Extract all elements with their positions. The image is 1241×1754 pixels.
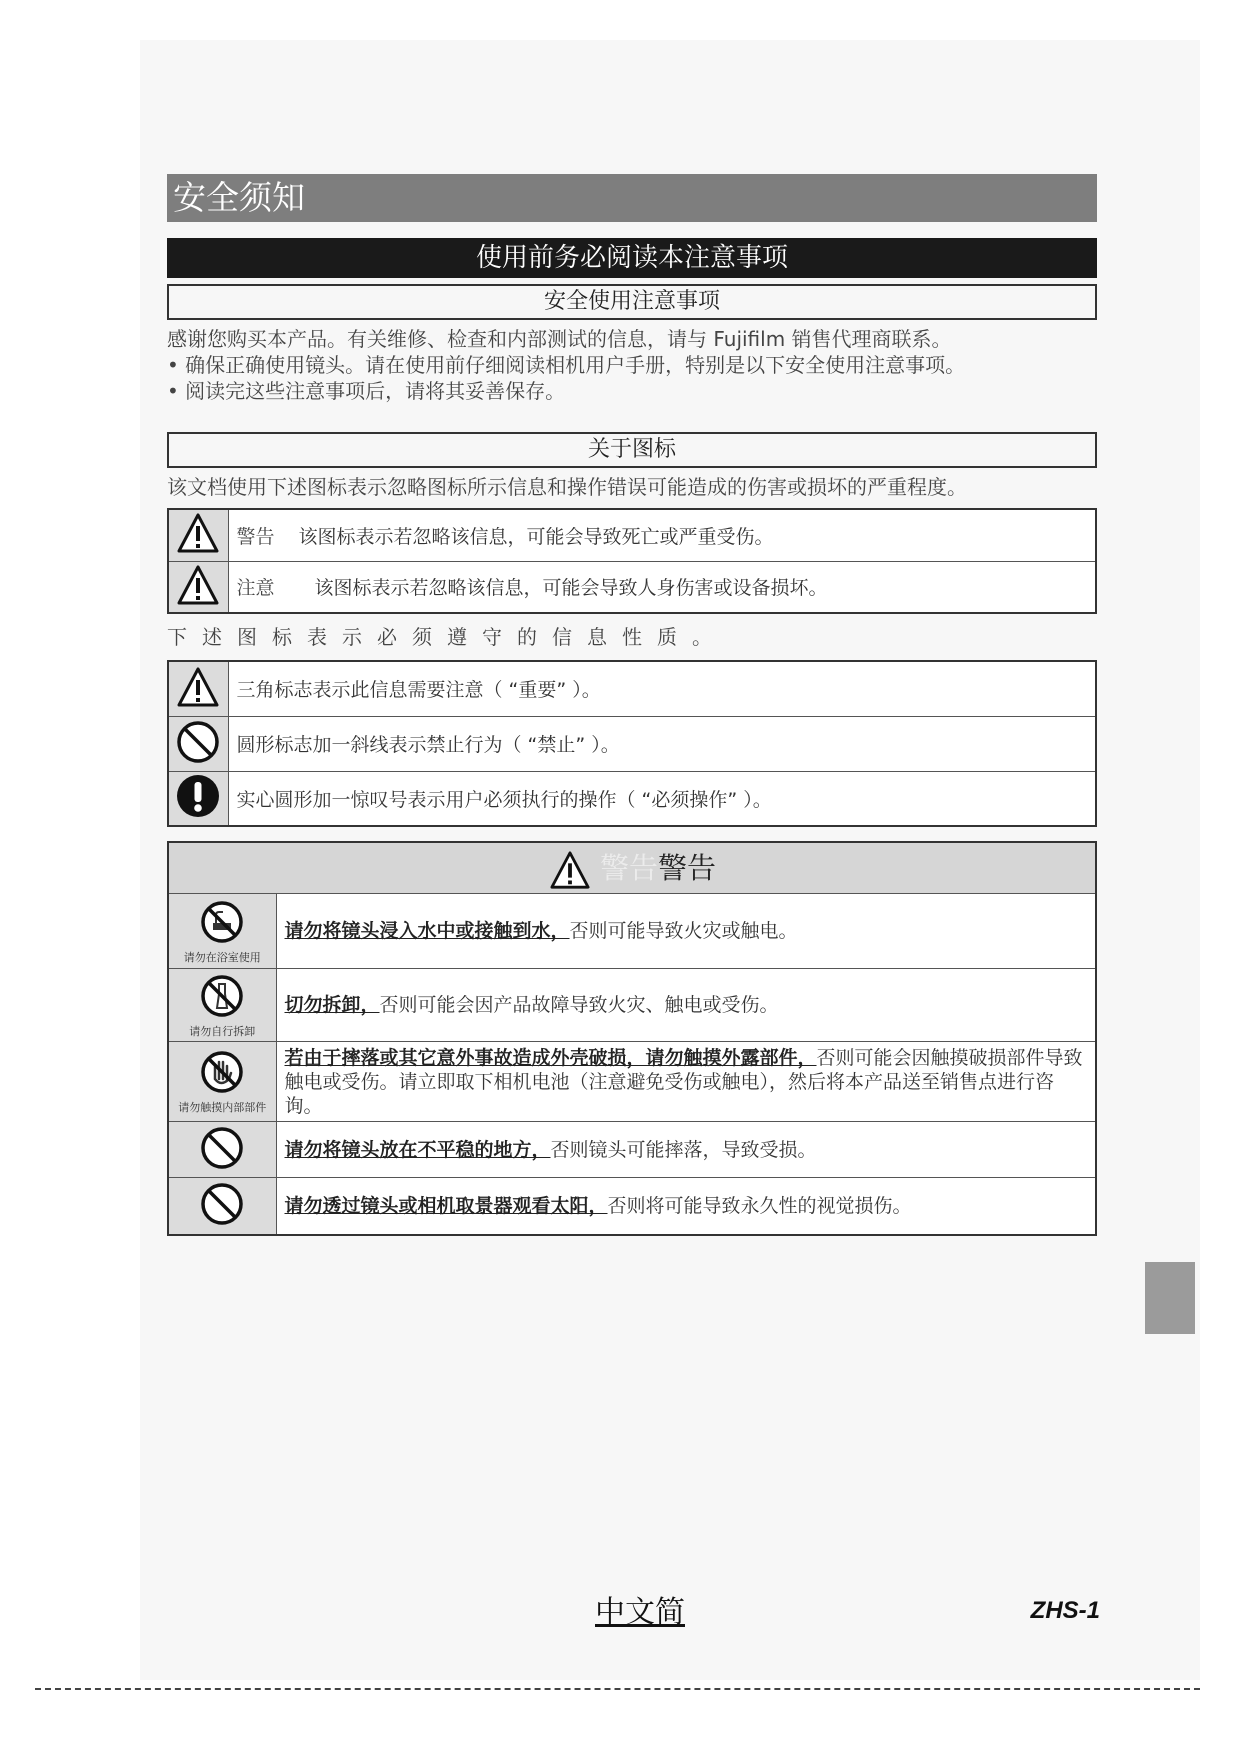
warning-header-label: 警告 [658, 851, 717, 885]
icon-caption: 请勿自行拆卸 [189, 1024, 256, 1038]
warning-row [168, 1042, 1096, 1122]
warning-text: 否则可能会因产品故障导致火灾、触电或受伤。 [379, 994, 779, 1016]
symbol-text: 实心圆形加一惊叹号表示用户必须执行的操作（ “必须操作” ）。 [228, 771, 1096, 826]
intro-line-2: • 确保正确使用镜头。请在使用前仔细阅读相机用户手册，特别是以下安全使用注意事项。 [167, 353, 966, 377]
warning-row [168, 1122, 1096, 1178]
symbol-row-important [168, 661, 1096, 716]
warning-emphasis: 切勿拆卸， [284, 994, 380, 1016]
warning-triangle-icon [168, 561, 228, 613]
severity-icons-table [167, 508, 1097, 614]
about-icons-heading: 关于图标 [167, 432, 1097, 468]
warning-emphasis: 请勿将镜头放在不平稳的地方， [284, 1138, 551, 1161]
page-number: ZHS-1 [1030, 1597, 1100, 1624]
prohibition-icon [199, 1181, 245, 1227]
warning-triangle-icon [548, 850, 592, 890]
warning-row [168, 1178, 1096, 1235]
about-icons-description: 该文档使用下述图标表示忽略图标所示信息和操作错误可能造成的伤害或损坏的严重程度。 [167, 475, 967, 499]
section-side-tab [1145, 1262, 1195, 1334]
no-bath-icon [199, 899, 245, 945]
warning-row [168, 894, 1096, 969]
section-title: 安全须知 [167, 174, 1097, 222]
warning-table [167, 841, 1097, 1236]
document-content [167, 174, 1097, 1236]
warning-text: 否则将可能导致永久性的视觉损伤。 [607, 1194, 912, 1217]
warning-emphasis: 请勿将镜头浸入水中或接触到水， [284, 920, 570, 942]
page-divider [35, 1688, 1200, 1690]
severity-label: 警告 [236, 525, 275, 548]
icon-caption: 请勿在浴室使用 [183, 950, 261, 964]
warning-triangle-icon [168, 509, 228, 561]
prohibition-icon [199, 1125, 245, 1171]
intro-line-3: • 阅读完这些注意事项后，请将其妥善保存。 [167, 379, 566, 403]
severity-row-caution [168, 561, 1096, 613]
symbol-row-mandatory [168, 771, 1096, 826]
severity-text: 该图标表示若忽略该信息，可能会导致人身伤害或设备损坏。 [314, 577, 828, 600]
symbol-row-prohibited [168, 716, 1096, 771]
mandatory-icon [168, 771, 228, 826]
warning-row [168, 969, 1096, 1042]
severity-row-warning [168, 509, 1096, 561]
prohibition-icon [168, 716, 228, 771]
warning-table-header [168, 842, 1096, 894]
severity-label: 注意 [236, 577, 275, 600]
warning-text: 否则可能导致火灾或触电。 [569, 920, 798, 942]
read-before-use-banner: 使用前务必阅读本注意事项 [167, 238, 1097, 278]
warning-triangle-icon [168, 661, 228, 716]
warning-emphasis: 请勿透过镜头或相机取景器观看太阳， [284, 1194, 608, 1217]
symbol-text: 圆形标志加一斜线表示禁止行为（ “禁止” ）。 [228, 716, 1096, 771]
symbols-intro: 下述图标表示必须遵守的信息性质。 [167, 625, 727, 649]
no-touch-icon [199, 1049, 245, 1095]
warning-text: 否则镜头可能摔落，导致受损。 [550, 1138, 817, 1161]
icon-caption: 请勿触摸内部部件 [178, 1101, 267, 1114]
intro-line-1: 感谢您购买本产品。有关维修、检查和内部测试的信息，请与 Fujifilm 销售代理商联系。 [167, 327, 952, 351]
warning-emphasis: 若由于摔落或其它意外事故造成外壳破损，请勿触摸外露部件， [284, 1046, 817, 1069]
symbols-table [167, 660, 1097, 827]
symbol-text: 三角标志表示此信息需要注意（ “重要” ）。 [228, 661, 1096, 716]
safe-use-heading: 安全使用注意事项 [167, 284, 1097, 320]
severity-text: 该图标表示若忽略该信息，可能会导致死亡或严重受伤。 [298, 525, 774, 548]
warning-header-faded: 警告 [599, 851, 658, 885]
warning-text: 否则可能会因触摸破损部件导致触电或受伤。请立即取下相机电池（注意避免受伤或触电），然后将本产品送至销售点进行咨询。 [284, 1046, 1083, 1117]
no-disassemble-icon [199, 973, 245, 1019]
footer-language: 中文简 [595, 1595, 685, 1630]
